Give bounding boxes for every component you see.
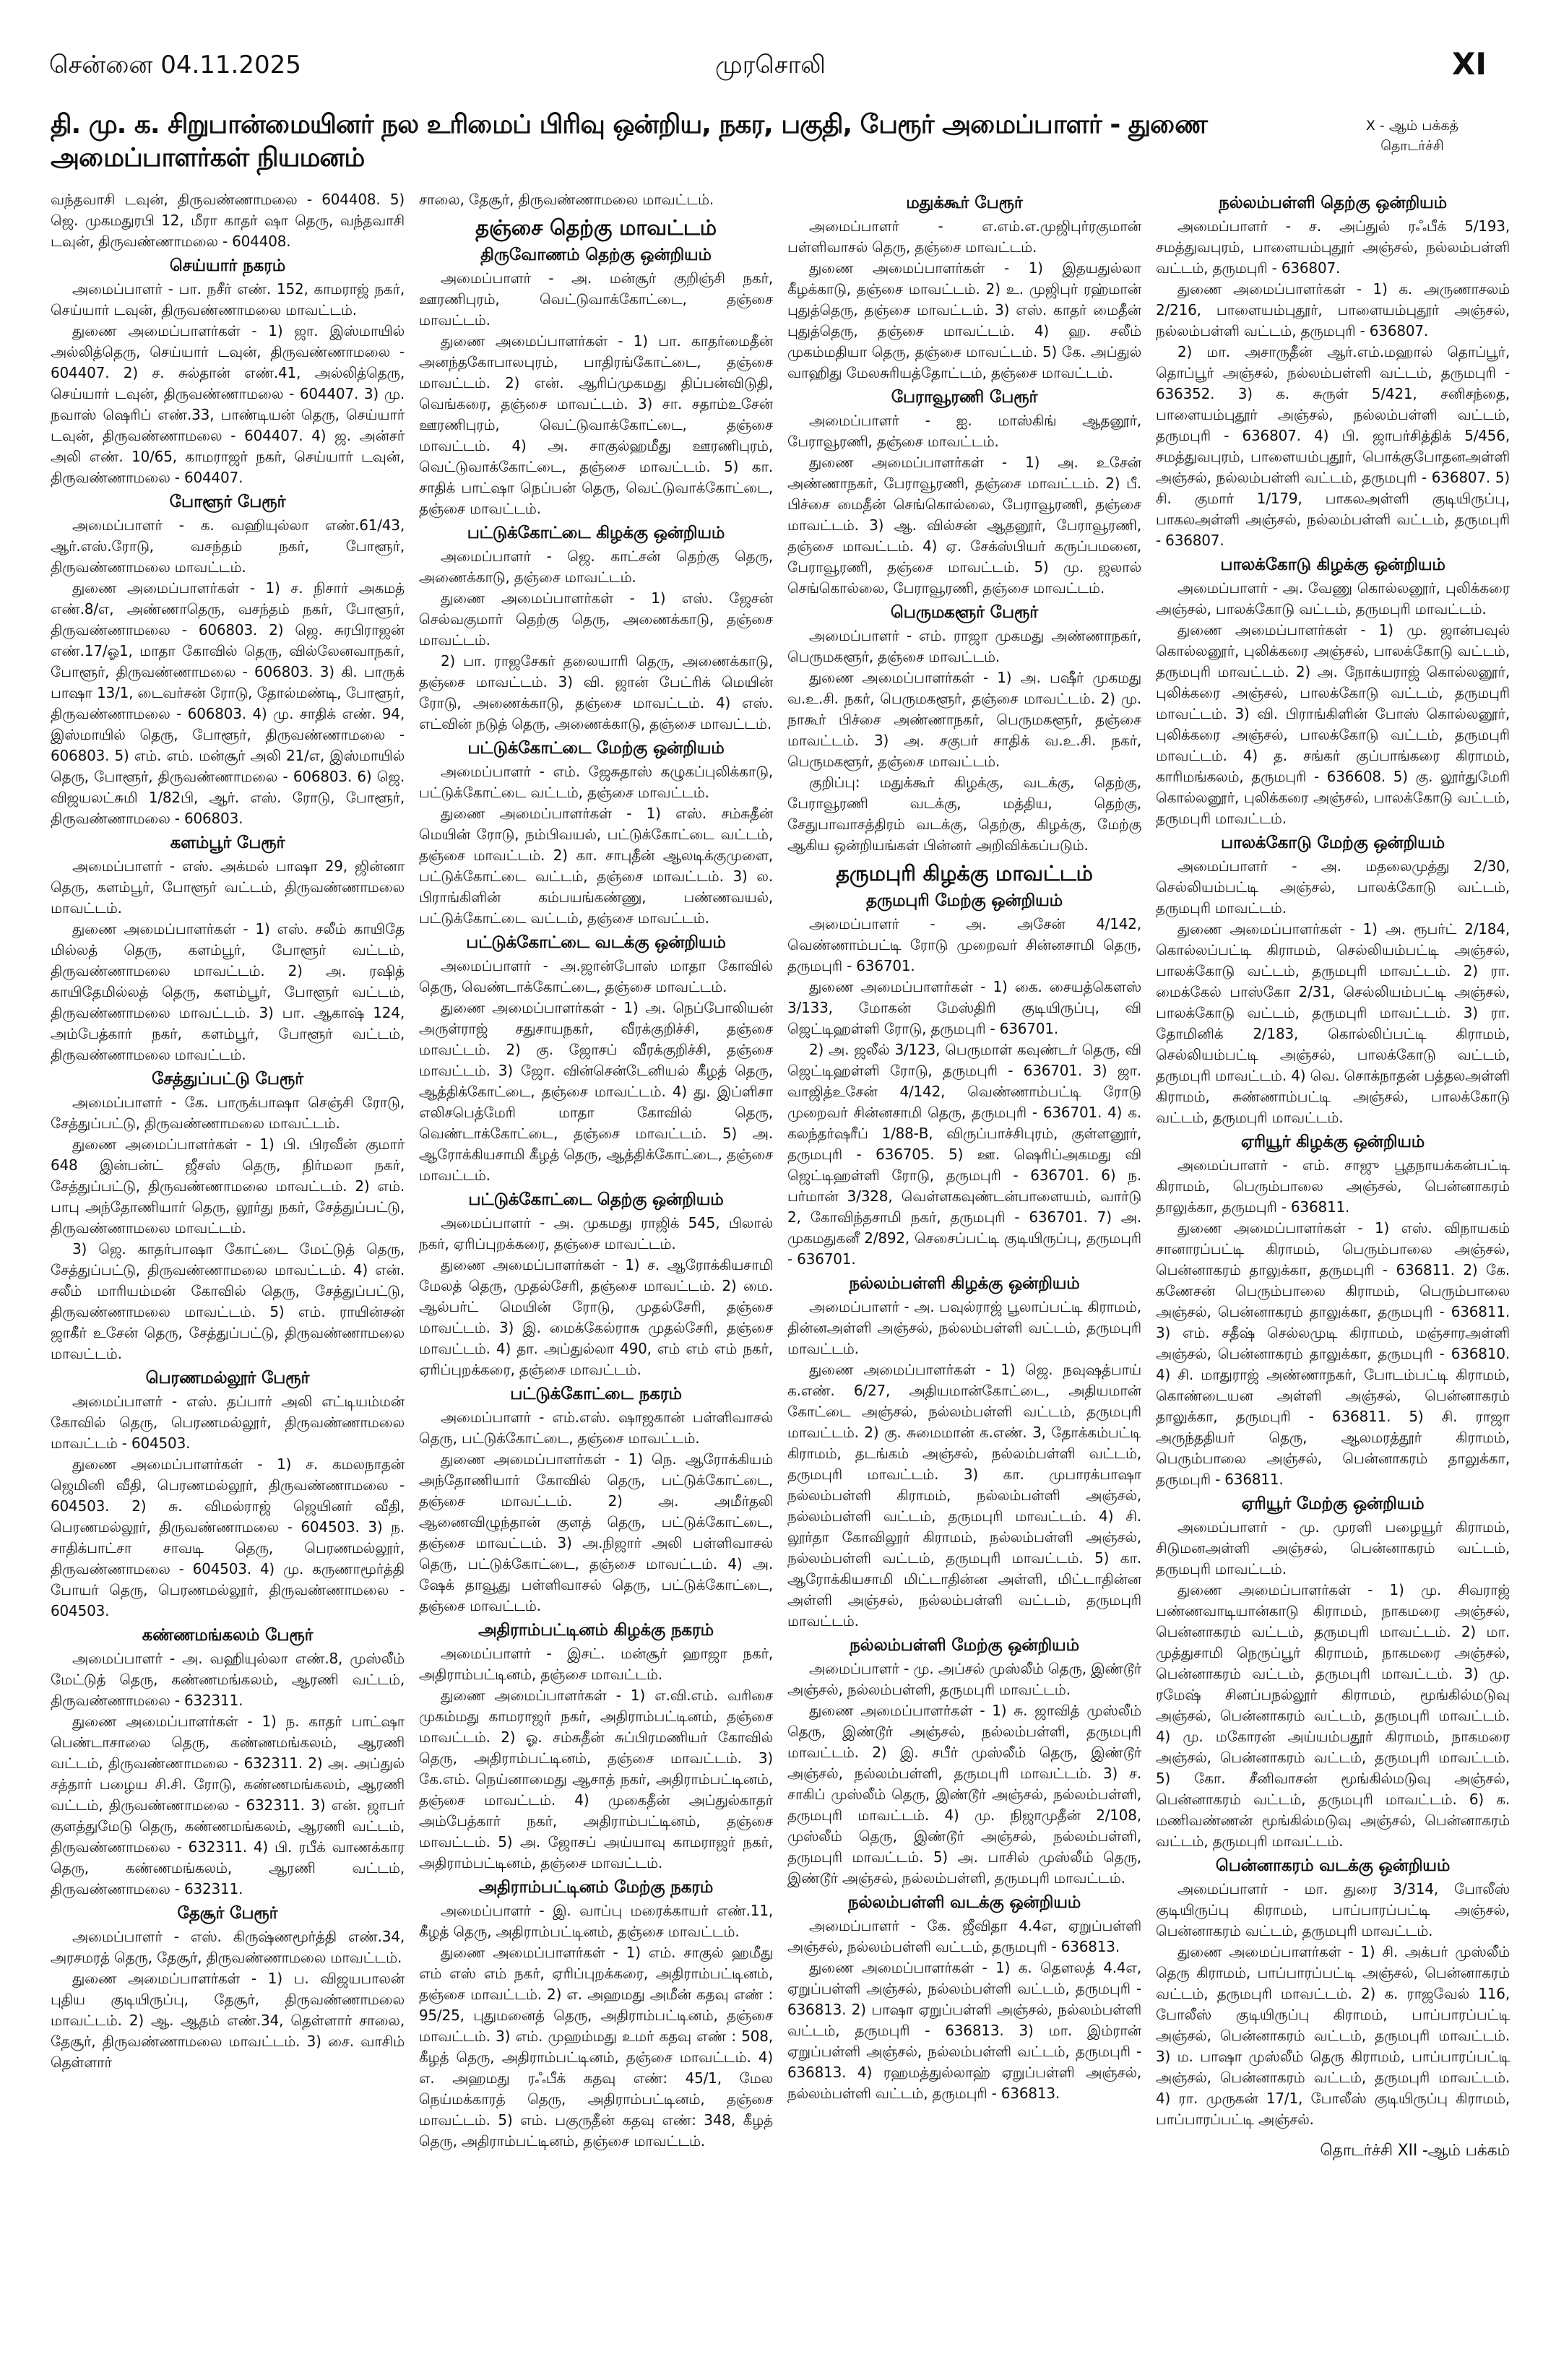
section-heading: பட்டுக்கோட்டை தெற்கு ஒன்றியம் — [468, 1190, 724, 1209]
paragraph: அமைப்பாளர் - எம். ராஜா முகமது அண்ணாநகர், பெருமகளூர், தஞ்சை மாவட்டம். — [787, 627, 1141, 665]
paragraph: 2) அ. ஜலீல் 3/123, பெருமாள் கவுண்டர் தெரு, வி ஜெட்டிஹள்ளி ரோடு, தருமபுரி - 636701. 3) ஜா. வாஜித்உசேன் 4/142, வெண்ணாம்பட்டி ரோடு முறைவர் சின்னசாமி தெரு, தருமபுரி - 636701. 4) க. கலந்தர்ஷரீப் 1/88-B, விருப்பாச்சிபுரம், குள்ளனூர், தருமபுரி - 636705. 5) ஊ. ஷெரிப்அகமது வி ஜெட்டிஹள்ளி ரோடு, தருமபுரி - 636701. 6) ந. பர்மான் 3/328, வெள்ளகவுண்டன்பாளையம், வார்டு 2, கோவிந்தசாமி நகர், தருமபுரி - 636701. 7) அ. முகமதுகனீ 2/892, செசைப்பட்டி குடியிருப்பு, தருமபுரி - 636701. — [787, 1041, 1141, 1268]
paragraph: துணை அமைப்பாளர்கள் - 1) நெ. ஆரோக்கியம் அந்தோணியார் கோவில் தெரு, பட்டுக்கோட்டை, தஞ்சை மாவட்டம். 2) அ. அமீர்தலி ஆணைவிழுந்தான் குளத் தெரு, பட்டுக்கோட்டை, தஞ்சை மாவட்டம். 3) அ.நிஜார் அலி பள்ளிவாசல் தெரு, பட்டுக்கோட்டை, தஞ்சை மாவட்டம். 4) அ. ஷேக் தாவூது பள்ளிவாசல் தெரு, பட்டுக்கோட்டை, தஞ்சை மாவட்டம். — [419, 1450, 773, 1614]
paragraph: துணை அமைப்பாளர்கள் - 1) பா. காதர்மைதீன் அனந்தகோபாலபுரம், பாதிரங்கோட்டை, தஞ்சை மாவட்டம். 2) என். ஆரிப்முகமது திப்பன்விடுதி, வெங்கரை, தஞ்சை மாவட்டம். 3) சா. சதாம்உசேன் ஊரணிபுரம், வெட்டுவாக்கோட்டை, தஞ்சை மாவட்டம். 4) அ. சாகுல்ஹமீது ஊரணிபுரம், வெட்டுவாக்கோட்டை, தஞ்சை மாவட்டம். 5) கா. சாதிக் பாட்ஷா நெப்பன் தெரு, வெட்டுவாக்கோட்டை, தஞ்சை மாவட்டம். — [419, 332, 773, 517]
paragraph: துணை அமைப்பாளர்கள் - 1) மு. ஜான்பவுல் கொல்லனூர், புலிக்கரை அஞ்சல், பாலக்கோடு வட்டம், தருமபுரி மாவட்டம். 2) அ. நோக்யராஜ் கொல்லனூர், புலிக்கரை அஞ்சல், பாலக்கோடு வட்டம், தருமபுரி மாவட்டம். 3) வி. பிராங்கிளின் போஸ் கொல்லனூர், புலிக்கரை அஞ்சல், பாலக்கோடு வட்டம், தருமபுரி மாவட்டம். 4) த. சங்கர் குப்பாங்கரை கிராமம், காரிமங்கலம், தருமபுரி - 636608. 5) கு. லூர்துமேரி கொல்லனூர், புலிக்கரை அஞ்சல், பாலக்கோடு வட்டம், தருமபுரி மாவட்டம். — [1156, 621, 1510, 827]
paragraph: துணை அமைப்பாளர்கள் - 1) ப. விஜயபாலன் புதிய குடியிருப்பு, தேசூர், திருவண்ணாமலை மாவட்டம். 2) ஆ. ஆதம் எண்.34, தெள்ளார் சாலை, தேசூர், திருவண்ணாமலை மாவட்டம். 3) சை. வாசிம் தெள்ளார் — [51, 1970, 405, 2071]
paragraph: துணை அமைப்பாளர்கள் - 1) ச. நிசார் அகமத் எண்.8/எ, அண்ணாதெரு, வசந்தம் நகர், போளூர், திருவண்ணாமலை - 606803. 2) ஜெ. சுரபிராஜன் எண்.17/ஓ1, மாதா கோவில் தெரு, வில்லேனவாநகர், போளூர், திருவண்ணாமலை - 606803. 3) கி. பாருக் பாஷா 13/1, டைவர்சன் ரோடு, தோல்மண்டி, போளூர், திருவண்ணாமலை - 606803. 4) மு. சாதிக் எண். 94, இஸ்மாயில் தெரு, போளூர், திருவண்ணாமலை - 606803. 5) எம். எம். மன்சூர் அலி 21/எ, இஸ்மாயில் தெரு, போளூர், திருவண்ணாமலை - 606803. 6) ஜெ. விஜயலட்சுமி 1/82பி, ஆர். எஸ். ரோடு, போளூர், திருவண்ணாமலை - 606803. — [51, 579, 405, 827]
paragraph: துணை அமைப்பாளர்கள் - 1) ச. ஆரோக்கியசாமி மேலத் தெரு, முதல்சேரி, தஞ்சை மாவட்டம். 2) மை. ஆல்பர்ட் மெயின் ரோடு, முதல்சேரி, தஞ்சை மாவட்டம். 3) இ. மைக்கேல்ராசு முதல்சேரி, தஞ்சை மாவட்டம். 4) தா. அப்துல்லா 490, எம் எம் எம் நகர், ஏரிப்புறக்கரை, தஞ்சை மாவட்டம். — [419, 1256, 773, 1378]
section-heading: போளூர் பேரூர் — [169, 493, 286, 511]
district-heading: தஞ்சை தெற்கு மாவட்டம் — [475, 215, 717, 240]
paragraph: துணை அமைப்பாளர்கள் - 1) அ. ரூபர்ட் 2/184, கொல்லப்பட்டி கிராமம், செல்லியம்பட்டி அஞ்சல், பாலக்கோடு வட்டம், தருமபுரி மாவட்டம். 2) ரா. மைக்கேல் பாஸ்கோ 2/31, செல்லியம்பட்டி அஞ்சல், பாலக்கோடு வட்டம், தருமபுரி மாவட்டம். 3) ரா. தோமினிக் 2/183, கொல்லிப்பட்டி கிராமம், செல்லியம்பட்டி அஞ்சல், பாலக்கோடு வட்டம், தருமபுரி மாவட்டம். 4) வெ. சொக்நாதன் பத்தலஅள்ளி கிராமம், சுண்ணாம்பட்டி அஞ்சல், பாலக்கோடு வட்டம், தருமபுரி மாவட்டம். — [1156, 920, 1510, 1126]
column-2 — [419, 189, 773, 2152]
paragraph-continued: வந்தவாசி டவுன், திருவண்ணாமலை - 604408. 5) ஜெ. முகமதுரபி 12, மீரா காதர் ஷா தெரு, வந்தவாசி டவுன், திருவண்ணாமலை - 604408. — [51, 191, 405, 250]
paragraph: அமைப்பாளர் - மா. துரை 3/314, போலீஸ் குடியிருப்பு கிராமம், பாப்பாரப்பட்டி அஞ்சல், பென்னாகரம் வட்டம், தருமபுரி மாவட்டம். — [1156, 1880, 1510, 1939]
paragraph: அமைப்பாளர் - எஸ். கிருஷ்ணமூர்த்தி எண்.34, அரசமரத் தெரு, தேசூர், திருவண்ணாமலை மாவட்டம். — [51, 1928, 405, 1966]
paragraph: அமைப்பாளர் - எம். சாஜு பூதநாயக்கன்பட்டி கிராமம், பெரும்பாலை அஞ்சல், பென்னாகரம் தாலுக்கா, தருமபுரி - 636811. — [1156, 1156, 1510, 1216]
continued-on-note: தொடர்ச்சி XII -ஆம் பக்கம் — [1320, 2142, 1510, 2160]
paragraph: அமைப்பாளர் - இ. வாப்பு மரைக்காயர் எண்.11, கீழத் தெரு, அதிராம்பட்டினம், தஞ்சை மாவட்டம். — [419, 1902, 773, 1940]
paragraph-continued: சாலை, தேசூர், திருவண்ணாமலை மாவட்டம். — [419, 191, 714, 208]
paragraph: அமைப்பாளர் - அ.ஜான்போஸ் மாதா கோவில் தெரு, வெண்டாக்கோட்டை, தஞ்சை மாவட்டம். — [419, 957, 773, 995]
section-heading: பென்னாகரம் வடக்கு ஒன்றியம் — [1215, 1856, 1451, 1875]
paragraph: அமைப்பாளர் - கே. பாருக்பாஷா செஞ்சி ரோடு, சேத்துப்பட்டு, திருவண்ணாமலை மாவட்டம். — [51, 1094, 405, 1132]
column-4 — [1156, 189, 1510, 2162]
paragraph: அமைப்பாளர் - எம். ஜேசுதாஸ் கழுகப்புலிக்காடு, பட்டுக்கோட்டை வட்டம், தஞ்சை மாவட்டம். — [419, 763, 773, 801]
paragraph: அமைப்பாளர் - எஸ். அக்மல் பாஷா 29, ஜின்னா தெரு, களம்பூர், போளூர் வட்டம், திருவண்ணாமலை மாவட்டம். — [51, 857, 405, 917]
paragraph: துணை அமைப்பாளர்கள் - 1) இதயதுல்லா கீழக்காடு, தஞ்சை மாவட்டம். 2) உ. முஜிபுர் ரஹ்மான் புதுத்தெரு, தஞ்சை மாவட்டம். 3) எஸ். காதர் மைதீன் புதுத்தெரு, தஞ்சை மாவட்டம். 4) ஹ. சலீம் முகம்மதியா தெரு, தஞ்சை மாவட்டம். 5) கே. அப்துல் வாஹிது மேலசுரியத்தோட்டம், தஞ்சை மாவட்டம். — [787, 259, 1141, 381]
paragraph: அமைப்பாளர் - க. வஹியுல்லா எண்.61/43, ஆர்.எஸ்.ரோடு, வசந்தம் நகர், போளூர், திருவண்ணாமலை மாவட்டம். — [51, 516, 405, 576]
paragraph: துணை அமைப்பாளர்கள் - 1) எஸ். சம்சுதீன் மெயின் ரோடு, நம்பிவயல், பட்டுக்கோட்டை வட்டம், தஞ்சை மாவட்டம். 2) கா. சாபுதீன் ஆலடிக்குமுளை, பட்டுக்கோட்டை வட்டம், தஞ்சை மாவட்டம். 3) ல. பிராங்கிளின் கம்பயங்கண்ணு, பண்ணவயல், பட்டுக்கோட்டை வட்டம், தஞ்சை மாவட்டம். — [419, 805, 773, 927]
paragraph: துணை அமைப்பாளர்கள் - 1) அ. பஷீர் முகமது வ.உ.சி. நகர், பெருமகளூர், தஞ்சை மாவட்டம். 2) மு. நாகூர் பிச்சை அண்ணாநகர், பெருமகளூர், தஞ்சை மாவட்டம். 3) அ. சகுபர் சாதிக் வ.உ.சி. நகர், பெருமகளூர், தஞ்சை மாவட்டம். — [787, 669, 1141, 770]
section-heading: பட்டுக்கோட்டை நகரம் — [510, 1385, 682, 1403]
paragraph: துணை அமைப்பாளர்கள் - 1) எ.வி.எம். வரிசை முகம்மது காமராஜர் நகர், அதிராம்பட்டினம், தஞ்சை மாவட்டம். 2) ஓ. சம்சுதீன் சுப்பிரமணியர் கோவில் தெரு, அதிராம்பட்டினம், தஞ்சை மாவட்டம். 3) கே.எம். நெய்னாமைது ஆசாத் நகர், அதிராம்பட்டினம், தஞ்சை மாவட்டம். 4) முகைதீன் அப்துல்காதர் அம்பேத்கார் நகர், அதிராம்பட்டினம், தஞ்சை மாவட்டம். 5) அ. ஜோசப் அய்யாவு காமராஜர் நகர், அதிராம்பட்டினம், தஞ்சை மாவட்டம். — [419, 1687, 773, 1871]
section-heading: பெருமகளூர் பேரூர் — [890, 603, 1039, 622]
edition-date: சென்னை 04.11.2025 — [49, 51, 301, 79]
paragraph: துணை அமைப்பாளர்கள் - 1) க. தௌலத் 4.4எ, ஏறுப்பள்ளி அஞ்சல், நல்லம்பள்ளி வட்டம், தருமபுரி - 636813. 2) பாஷா ஏறுப்பள்ளி அஞ்சல், நல்லம்பள்ளி வட்டம், தருமபுரி - 636813. 3) மா. இம்ரான் ஏறுப்பள்ளி அஞ்சல், நல்லம்பள்ளி வட்டம், தருமபுரி - 636813. 4) ரஹமத்துல்லாஹ் ஏறுப்பள்ளி அஞ்சல், நல்லம்பள்ளி வட்டம், தருமபுரி - 636813. — [787, 1959, 1141, 2102]
paragraph: துணை அமைப்பாளர்கள் - 1) அ. நெப்போலியன் அருள்ராஜ் சதுசாயநகர், வீரக்குறிச்சி, தஞ்சை மாவட்டம். 2) கு. ஜோசப் வீரக்குறிச்சி, தஞ்சை மாவட்டம். 3) ஜோ. வின்சென்டேனியல் கீழத் தெரு, ஆத்திக்கோட்டை, தஞ்சை மாவட்டம். 4) து. இப்ளிசா எலிசபெத்மேரி மாதா கோவில் தெரு, வெண்டாக்கோட்டை, தஞ்சை மாவட்டம். 5) அ. ஆரோக்கியசாமி கீழத் தெரு, ஆத்திக்கோட்டை, தஞ்சை மாவட்டம். — [419, 999, 773, 1184]
section-heading: கண்ணமங்கலம் பேரூர் — [142, 1626, 314, 1645]
section-heading: பட்டுக்கோட்டை கிழக்கு ஒன்றியம் — [467, 524, 725, 542]
paragraph: அமைப்பாளர் - அ. முகமது ராஜிக் 545, பிலால் நகர், ஏரிப்புறக்கரை, தஞ்சை மாவட்டம். — [419, 1214, 773, 1252]
paragraph: அமைப்பாளர் - இசட். மன்சூர் ஹாஜா நகர், அதிராம்பட்டினம், தஞ்சை மாவட்டம். — [419, 1645, 773, 1683]
paragraph: 2) மா. அசாருதீன் ஆர்.எம்.மஹால் தொப்பூர், தொப்பூர் அஞ்சல், நல்லம்பள்ளி வட்டம், தருமபுரி - 636352. 3) க. சுருள் 5/421, சனிசந்தை, பாளையம்புதூர் அஞ்சல், நல்லம்பள்ளி வட்டம், தருமபுரி - 636807. 4) பி. ஜாபர்சித்திக் 5/456, சமத்துவபுரம், பாளையம்புதூர், பொக்குபோதனஅள்ளி அஞ்சல், நல்லம்பள்ளி வட்டம், தருமபுரி - 636807. 5) சி. குமார் 1/179, பாகலஅள்ளி குடியிருப்பு, பாகலஅள்ளி அஞ்சல், நல்லம்பள்ளி வட்டம், தருமபுரி - 636807. — [1156, 343, 1510, 549]
paragraph: துணை அமைப்பாளர்கள் - 1) எஸ். ஜேசன் செல்வகுமார் தெற்கு தெரு, அணைக்காடு, தஞ்சை மாவட்டம். — [419, 589, 773, 649]
section-heading: தருமபுரி மேற்கு ஒன்றியம் — [866, 891, 1063, 910]
section-heading: களம்பூர் பேரூர் — [170, 834, 285, 852]
section-heading: பாலக்கோடு மேற்கு ஒன்றியம் — [1221, 834, 1445, 852]
paragraph: அமைப்பாளர் - மு. அப்சல் முஸ்லீம் தெரு, இண்டூர் அஞ்சல், நல்லம்பள்ளி, தருமபுரி மாவட்டம். — [787, 1660, 1141, 1698]
paragraph: துணை அமைப்பாளர்கள் - 1) ஜெ. நவுஷத்பாய் க.எண். 6/27, அதியமான்கோட்டை, அதியமான் கோட்டை அஞ்சல், நல்லம்பள்ளி வட்டம், தருமபுரி மாவட்டம். 2) கு. சுமைமான் க.எண். 3, தோக்கம்பட்டி கிராமம், தடங்கம் அஞ்சல், நல்லம்பள்ளி வட்டம், தருமபுரி மாவட்டம். 3) கா. முபாரக்பாஷா நல்லம்பள்ளி கிராமம், நல்லம்பள்ளி அஞ்சல், நல்லம்பள்ளி வட்டம், தருமபுரி மாவட்டம். 4) சி. லூர்தா கோவிலூர் கிராமம், நல்லம்பள்ளி அஞ்சல், நல்லம்பள்ளி வட்டம், தருமபுரி மாவட்டம். 5) கா. ஆரோக்கியசாமி மிட்டாதின்ன அள்ளி, மிட்டாதின்ன அள்ளி அஞ்சல், நல்லம்பள்ளி வட்டம், தருமபுரி மாவட்டம். — [787, 1361, 1141, 1630]
paragraph: அமைப்பாளர் - அ. பவுல்ராஜ் பூலாப்பட்டி கிராமம், தின்னஅள்ளி அஞ்சல், நல்லம்பள்ளி வட்டம், தருமபுரி மாவட்டம். — [787, 1298, 1141, 1357]
continued-from-note: X - ஆம் பக்கத் தொடர்ச்சி — [1365, 118, 1459, 154]
paragraph: அமைப்பாளர் - கே. ஜீவிதா 4.4எ, ஏறுப்பள்ளி அஞ்சல், நல்லம்பள்ளி வட்டம், தருமபுரி - 636813. — [787, 1917, 1141, 1955]
section-heading: அதிராம்பட்டினம் கிழக்கு நகரம் — [478, 1621, 714, 1640]
paragraph: அமைப்பாளர் - அ. வஹியுல்லா எண்.8, முஸ்லீம் மேட்டுத் தெரு, கண்ணமங்கலம், ஆரணி வட்டம், திருவண்ணாமலை - 632311. — [51, 1650, 405, 1709]
paragraph: அமைப்பாளர் - அ. வேணு கொல்லனூர், புலிக்கரை அஞ்சல், பாலக்கோடு வட்டம், தருமபுரி மாவட்டம். — [1156, 579, 1510, 618]
page-headline: தி. மு. க. சிறுபான்மையினர் நல உரிமைப் பிரிவு ஒன்றிய, நகர, பகுதி, பேரூர் அமைப்பாளர் - துணை அமைப்பாளர்கள் நியமனம் — [51, 110, 1207, 173]
page-number: XI — [1452, 46, 1487, 82]
paragraph: அமைப்பாளர் - ச. அப்துல் ரஃபீக் 5/193, சமத்துவபுரம், பாளையம்புதூர் அஞ்சல், நல்லம்பள்ளி வட்டம், தருமபுரி - 636807. — [1156, 217, 1510, 277]
paragraph: அமைப்பாளர் - அ. அசேன் 4/142, வெண்ணாம்பட்டி ரோடு முறைவர் சின்னசாமி தெரு, தருமபுரி - 636701. — [787, 915, 1141, 974]
paragraph: அமைப்பாளர் - அ. மதலைமுத்து 2/30, செல்லியம்பட்டி அஞ்சல், பாலக்கோடு வட்டம், தருமபுரி மாவட்டம். — [1156, 857, 1510, 917]
section-heading: திருவோணம் தெற்கு ஒன்றியம் — [480, 246, 712, 264]
paragraph: அமைப்பாளர் - எம்.எஸ். ஷாஜகான் பள்ளிவாசல் தெரு, பட்டுக்கோட்டை, தஞ்சை மாவட்டம். — [419, 1408, 773, 1447]
paragraph: துணை அமைப்பாளர்கள் - 1) சி. அக்பர் முஸ்லீம் தெரு கிராமம், பாப்பாரப்பட்டி அஞ்சல், பென்னாகரம் வட்டம், தருமபுரி மாவட்டம். 2) க. ராஜவேல் 116, போலீஸ் குடியிருப்பு கிராமம், பாப்பாரப்பட்டி அஞ்சல், பென்னாகரம் வட்டம், தருமபுரி மாவட்டம். 3) ம. பாஷா முஸ்லீம் தெரு கிராமம், பாப்பாரப்பட்டி அஞ்சல், பென்னாகரம் வட்டம், தருமபுரி மாவட்டம். 4) ரா. முருகன் 17/1, போலீஸ் குடியிருப்பு கிராமம், பாப்பாரப்பட்டி அஞ்சல். — [1156, 1943, 1510, 2128]
section-heading: ஏரியூர் மேற்கு ஒன்றியம் — [1241, 1494, 1425, 1513]
section-heading: தேசூர் பேரூர் — [177, 1904, 278, 1923]
paragraph: துணை அமைப்பாளர்கள் - 1) எம். சாகுல் ஹமீது எம் எஸ் எம் நகர், ஏரிப்புறக்கரை, அதிராம்பட்டினம், தஞ்சை மாவட்டம். 2) எ. அஹமது அமீன் கதவு எண் : 95/25, புதுமனைத் தெரு, அதிராம்பட்டினம், தஞ்சை மாவட்டம். 3) எம். முஹம்மது உமர் கதவு எண் : 508, கீழத் தெரு, அதிராம்பட்டினம், தஞ்சை மாவட்டம். 4) எ. அஹமது ரஃபீக் கதவு எண்: 45/1, மேல நெய்மக்காரத் தெரு, அதிராம்பட்டினம், தஞ்சை மாவட்டம். 5) எம். பகுருதீன் கதவு எண்: 348, கீழத் தெரு, அதிராம்பட்டினம், தஞ்சை மாவட்டம். — [419, 1944, 773, 2150]
paragraph: அமைப்பாளர் - ஜெ. காட்சன் தெற்கு தெரு, அணைக்காடு, தஞ்சை மாவட்டம். — [419, 548, 773, 586]
paragraph: துணை அமைப்பாளர்கள் - 1) அ. உசேன் அண்ணாநகர், பேராவூரணி, தஞ்சை மாவட்டம். 2) பீ. பிச்சை மைதீன் செங்கொல்லை, பேராவூரணி, தஞ்சை மாவட்டம். 3) ஆ. வில்சன் ஆதனூர், பேராவூரணி, தஞ்சை மாவட்டம். 4) ஏ. சேக்ஸ்பியர் கருப்பமனை, பேராவூரணி, தஞ்சை மாவட்டம். 5) மு. ஜலால் செங்கொல்லை, பேராவூரணி, தஞ்சை மாவட்டம். — [787, 454, 1141, 597]
paragraph: துணை அமைப்பாளர்கள் - 1) மு. சிவராஜ் பண்ணவாடியான்காடு கிராமம், நாகமரை அஞ்சல், பென்னாகரம் வட்டம், தருமபுரி மாவட்டம். 2) மா. முத்துசாமி நெருப்பூர் கிராமம், நாகமரை அஞ்சல், பென்னாகரம் வட்டம், தருமபுரி மாவட்டம். 3) மு. ரமேஷ் சினப்பநல்லூர் கிராமம், மூங்கில்மடுவு அஞ்சல், பென்னாகரம் வட்டம், தருமபுரி மாவட்டம். 4) மு. மகோரன் அய்யம்பதூர் கிராமம், நாகமரை அஞ்சல், பென்னாகரம் வட்டம், தருமபுரி மாவட்டம். 5) கோ. சீனிவாசன் மூங்கில்மடுவு அஞ்சல், பென்னாகரம் வட்டம், தருமபுரி மாவட்டம். 6) க. மணிவண்ணன் மூங்கில்மடுவு அஞ்சல், பென்னாகரம் வட்டம், தருமபுரி மாவட்டம். — [1156, 1581, 1510, 1850]
paragraph: அமைப்பாளர் - எ.எம்.எ.முஜிபுர்ரகுமான் பள்ளிவாசல் தெரு, தஞ்சை மாவட்டம். — [787, 217, 1141, 256]
paragraph: 2) பா. ராஜசேகர் தலையாரி தெரு, அணைக்காடு, தஞ்சை மாவட்டம். 3) வி. ஜான் பேட்ரிக் மெயின் ரோடு, அணைக்காடு, தஞ்சை மாவட்டம். 4) எஸ். எட்வின் நடுத் தெரு, அணைக்காடு, தஞ்சை மாவட்டம். — [419, 652, 773, 732]
section-heading: பெரணமல்லூர் பேரூர் — [145, 1369, 310, 1388]
paragraph: குறிப்பு: மதுக்கூர் கிழக்கு, வடக்கு, தெற்கு, பேராவூரணி வடக்கு, மத்திய, தெற்கு, சேதுபாவாசத்திரம் வடக்கு, தெற்கு, கிழக்கு, மேற்கு ஆகிய ஒன்றியங்கள் பின்னர் அறிவிக்கப்படும். — [787, 774, 1141, 854]
section-heading: அதிராம்பட்டினம் மேற்கு நகரம் — [478, 1878, 714, 1897]
masthead — [0, 45, 1543, 88]
section-heading: நல்லம்பள்ளி தெற்கு ஒன்றியம் — [1219, 194, 1447, 212]
section-heading: நல்லம்பள்ளி கிழக்கு ஒன்றியம் — [849, 1274, 1080, 1293]
paragraph: அமைப்பாளர் - மு. முரளி பழையூர் கிராமம், சிடுமனஅள்ளி அஞ்சல், பென்னாகரம் வட்டம், தருமபுரி மாவட்டம். — [1156, 1518, 1510, 1578]
paragraph: துணை அமைப்பாளர்கள் - 1) ச. கமலநாதன் ஜெமினி வீதி, பெரணமல்லூர், திருவண்ணாமலை - 604503. 2) சு. விமல்ராஜ் ஜெயினர் வீதி, பெரணமல்லூர், திருவண்ணாமலை - 604503. 3) ந. சாதிக்பாட்சா சாவடி தெரு, பெரணமல்லூர், திருவண்ணாமலை - 604503. 4) மு. கருணாமூர்த்தி போயர் தெரு, பெரணமல்லூர், திருவண்ணாமலை - 604503. — [51, 1455, 405, 1619]
paragraph: அமைப்பாளர் - எஸ். தப்பார் அலி எட்டியம்மன் கோவில் தெரு, பெரணமல்லூர், திருவண்ணாமலை மாவட்டம் - 604503. — [51, 1393, 405, 1452]
paragraph: அமைப்பாளர் - அ. மன்சூர் குறிஞ்சி நகர், ஊரணிபுரம், வெட்டுவாக்கோட்டை, தஞ்சை மாவட்டம். — [419, 269, 773, 329]
section-heading: பேராவூரணி பேரூர் — [891, 388, 1038, 407]
column-1 — [51, 189, 405, 2073]
section-heading: ஏரியூர் கிழக்கு ஒன்றியம் — [1240, 1133, 1425, 1151]
paragraph: அமைப்பாளர் - பா. நசீர் எண். 152, காமராஜ் நகர், செய்யார் டவுன், திருவண்ணாமலை மாவட்டம். — [51, 280, 405, 319]
section-heading: நல்லம்பள்ளி வடக்கு ஒன்றியம் — [847, 1893, 1081, 1912]
paragraph: துணை அமைப்பாளர்கள் - 1) சு. ஜாவித் முஸ்லீம் தெரு, இண்டூர் அஞ்சல், நல்லம்பள்ளி, தருமபுரி மாவட்டம். 2) இ. சபீர் முஸ்லீம் தெரு, இண்டூர் அஞ்சல், நல்லம்பள்ளி, தருமபுரி மாவட்டம். 3) ச. சாகிப் முஸ்லீம் தெரு, இண்டூர் அஞ்சல், நல்லம்பள்ளி, தருமபுரி மாவட்டம். 4) மு. நிஜாமுதீன் 2/108, முஸ்லீம் தெரு, இண்டூர் அஞ்சல், நல்லம்பள்ளி, தருமபுரி மாவட்டம். 5) அ. பாசில் முஸ்லீம் தெரு, இண்டூர் அஞ்சல், நல்லம்பள்ளி, தருமபுரி மாவட்டம். — [787, 1702, 1141, 1887]
section-heading: செய்யார் நகரம் — [169, 256, 286, 275]
paragraph: துணை அமைப்பாளர்கள் - 1) கை. சையத்கௌஸ் 3/133, மோகன் மேஸ்திரி குடியிருப்பு, வி ஜெட்டிஹள்ளி ரோடு, தருமபுரி - 636701. — [787, 978, 1141, 1037]
paragraph: துணை அமைப்பாளர்கள் - 1) ஜா. இஸ்மாயில் அல்லித்தெரு, செய்யார் டவுன், திருவண்ணாமலை - 604407. 2) ச. சுல்தான் எண்.41, அல்லித்தெரு, செய்யார் டவுன், திருவண்ணாமலை - 604407. 3) மு. நவாஸ் ஷெரிப் எண்.33, பாண்டியன் தெரு, செய்யார் டவுன், திருவண்ணாமலை - 604407. 4) ஜ. அன்சர் அலி எண். 10/65, காமராஜர் நகர், செய்யார் டவுன், திருவண்ணாமலை - 604407. — [51, 322, 405, 486]
newspaper-name: முரசொலி — [715, 51, 826, 79]
section-heading: நல்லம்பள்ளி மேற்கு ஒன்றியம் — [850, 1636, 1079, 1655]
section-heading: சேத்துப்பட்டு பேரூர் — [152, 1070, 303, 1089]
section-heading: பட்டுக்கோட்டை மேற்கு ஒன்றியம் — [467, 739, 725, 758]
paragraph: 3) ஜெ. காதர்பாஷா கோட்டை மேட்டுத் தெரு, சேத்துப்பட்டு, திருவண்ணாமலை மாவட்டம். 4) என். சலீம் மாரியம்மன் கோவில் தெரு, சேத்துப்பட்டு, திருவண்ணாமலை மாவட்டம். 5) எம். ராயின்சன் ஜாகீர் உசேன் தெரு, சேத்துப்பட்டு, திருவண்ணாமலை மாவட்டம். — [51, 1240, 405, 1362]
paragraph: அமைப்பாளர் - ஐ. மாஸ்கிங் ஆதனூர், பேராவூரணி, தஞ்சை மாவட்டம். — [787, 412, 1141, 450]
paragraph: துணை அமைப்பாளர்கள் - 1) எஸ். சலீம் காயிதே மில்லத் தெரு, களம்பூர், போளூர் வட்டம், திருவண்ணாமலை மாவட்டம். 2) அ. ரஷித் காயிதேமில்லத் தெரு, களம்பூர், போளூர் வட்டம், திருவண்ணாமலை மாவட்டம். 3) பா. ஆகாஷ் 124, அம்பேத்கார் நகர், களம்பூர், போளூர் வட்டம், திருவண்ணாமலை மாவட்டம். — [51, 920, 405, 1063]
paragraph: துணை அமைப்பாளர்கள் - 1) க. அருணாசலம் 2/216, பாளையம்புதூர், பாளையம்புதூர் அஞ்சல், நல்லம்பள்ளி வட்டம், தருமபுரி - 636807. — [1156, 280, 1510, 339]
paragraph: துணை அமைப்பாளர்கள் - 1) எஸ். விநாயகம் சானாரப்பட்டி கிராமம், பெரும்பாலை அஞ்சல், பென்னாகரம் தாலுக்கா, தருமபுரி - 636811. 2) கே. கணேசன் பெரும்பாலை கிராமம், பெரும்பாலை அஞ்சல், பென்னாகரம் தாலுக்கா, தருமபுரி - 636811. 3) எம். சதீஷ் செல்லமுடி கிராமம், மஞ்சாரஅள்ளி அஞ்சல், பென்னாகரம் தாலுக்கா, தருமபுரி - 636810. 4) சி. மாதுராஜ் அண்ணாநகர், போடம்பட்டி கிராமம், கொண்டையன அள்ளி அஞ்சல், பென்னாகரம் தாலுக்கா, தருமபுரி - 636811. 5) சி. ராஜா அருந்ததியர் தெரு, ஆலமரத்தூர் கிராமம், பெரும்பாலை அஞ்சல், பென்னாகரம் தாலுக்கா, தருமபுரி - 636811. — [1156, 1219, 1510, 1488]
district-heading: தருமபுரி கிழக்கு மாவட்டம் — [836, 861, 1093, 886]
column-3 — [787, 189, 1141, 2104]
paragraph: துணை அமைப்பாளர்கள் - 1) ந. காதர் பாட்ஷா பெண்டாசாலை தெரு, கண்ணமங்கலம், ஆரணி வட்டம், திருவண்ணாமலை - 632311. 2) அ. அப்துல் சத்தார் பழைய சி.சி. ரோடு, கண்ணமங்கலம், ஆரணி வட்டம், திருவண்ணாமலை - 632311. 3) என். ஜாபர் குளத்துமேடு தெரு, கண்ணமங்கலம், ஆரணி வட்டம், திருவண்ணாமலை - 632311. 4) பி. ரபீக் வாணக்கார தெரு, கண்ணமங்கலம், ஆரணி வட்டம், திருவண்ணாமலை - 632311. — [51, 1713, 405, 1897]
section-heading: பாலக்கோடு கிழக்கு ஒன்றியம் — [1220, 555, 1445, 574]
section-heading: பட்டுக்கோட்டை வடக்கு ஒன்றியம் — [466, 933, 726, 952]
paragraph: துணை அமைப்பாளர்கள் - 1) பி. பிரவீன் குமார் 648 இன்பன்ட் ஜீசஸ் தெரு, நிர்மலா நகர், சேத்துப்பட்டு, திருவண்ணாமலை மாவட்டம். 2) எம். பாபு அந்தோணியார் தெரு, லூர்து நகர், சேத்துப்பட்டு, திருவண்ணாமலை மாவட்டம். — [51, 1135, 405, 1237]
section-heading: மதுக்கூர் பேரூர் — [906, 194, 1023, 212]
